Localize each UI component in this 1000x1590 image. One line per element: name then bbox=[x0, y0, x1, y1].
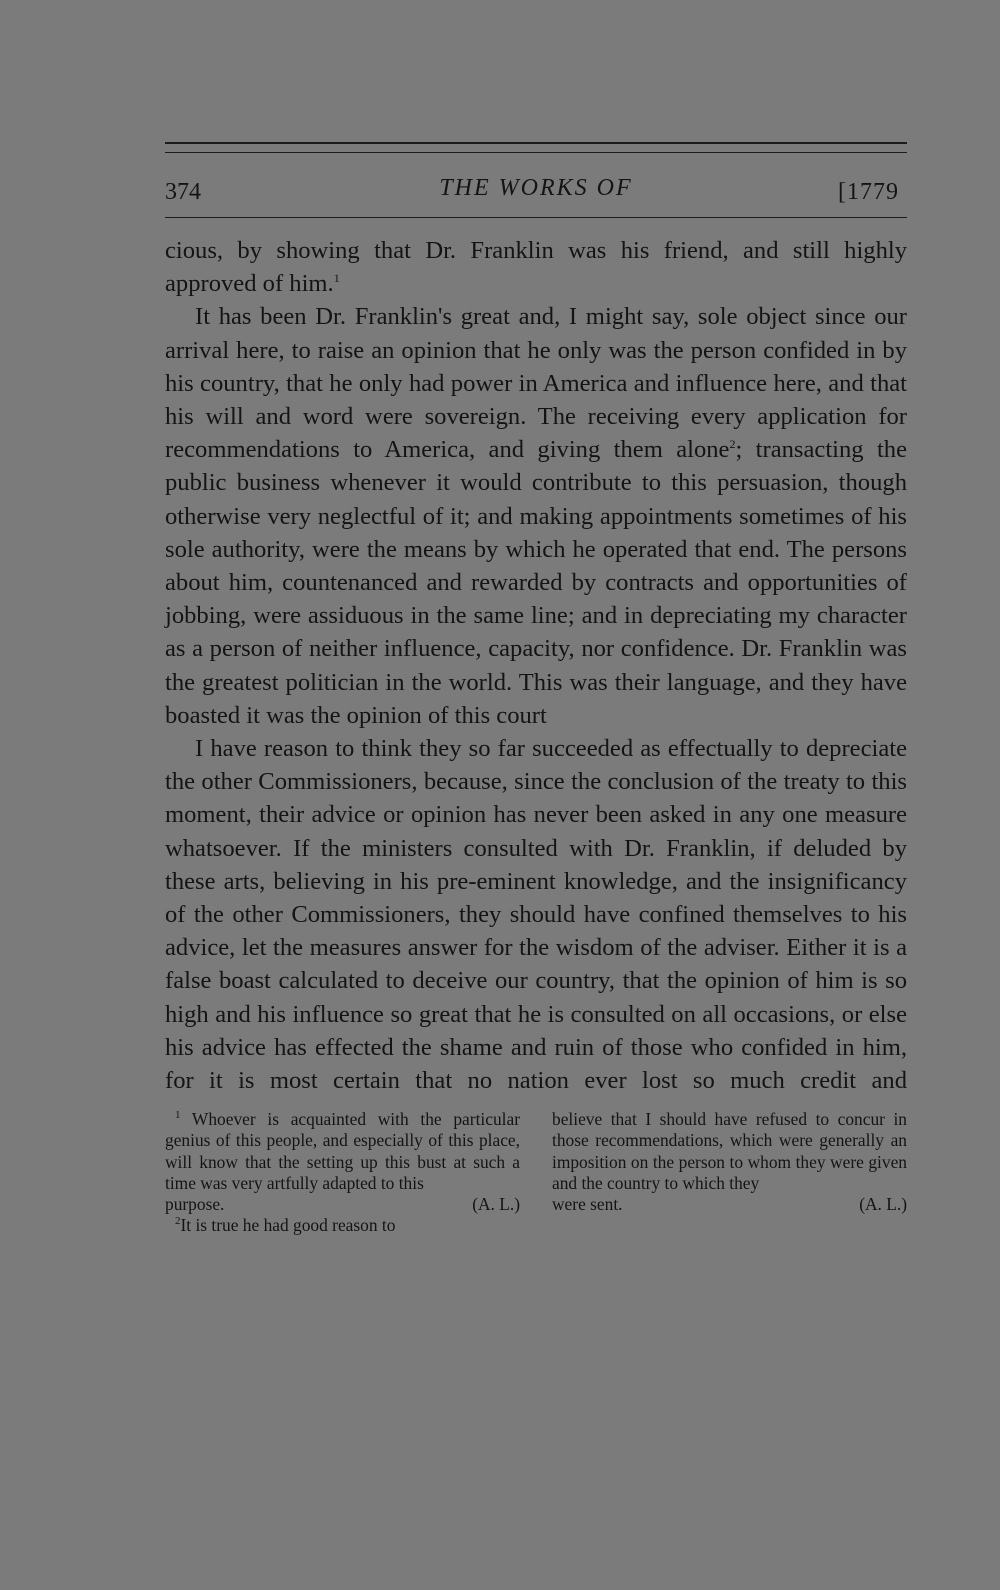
footnote-column-left: $^1$ Whoever is acquainted with the particular genius of this people, and especially of this place, will know that the setting up this bust at such a time was very artfully adapted to this purpose. (A. L.) $^2$It is true he had good reason to bbox=[165, 1109, 520, 1236]
running-header bbox=[165, 167, 907, 213]
paragraph-1: cious, by showing that Dr. Franklin was his friend, and still highly approved of him.$^1$ bbox=[165, 237, 907, 298]
footnote-1: $^1$ Whoever is acquainted with the particular genius of this people, and especially of this place, will know that the setting up this bust at such a time was very artfully adapted to this bbox=[165, 1109, 520, 1193]
footnote-2-signature: (A. L.) bbox=[859, 1194, 907, 1215]
running-title: THE WORKS OF bbox=[439, 175, 633, 201]
footnote-ref-1: 1 bbox=[333, 271, 340, 286]
footnote-1-mark: 1 bbox=[175, 1109, 181, 1122]
header-underline bbox=[165, 217, 907, 218]
footnotes bbox=[165, 1109, 907, 1236]
footnote-2-mark: 2 bbox=[175, 1215, 181, 1228]
header-double-rule-bottom bbox=[165, 152, 907, 153]
paragraph-2: It has been Dr. Franklin's great and, I might say, sole object since our arrival here, to raise an opinion that he only was the person confided in by his country, that he only had power in America and influence here, and that his will and word were sovereign. The receiving every application for recommendations to America, and giving them alone$^2$; transacting the public business whenever it would contribute to this persuasion, though otherwise very neglectful of it; and making appointments sometimes of his sole authority, were the means by which he operated that end. The persons about him, countenanced and rewarded by contracts and opportunities of jobbing, were assiduous in the same line; and in depreciating my character as a person of neither influence, capacity, nor confidence. Dr. Franklin was the greatest politician in the world. This was their language, and they have boasted it was the opinion of this court bbox=[165, 303, 907, 729]
paragraph-3: I have reason to think they so far succeeded as effectually to depreciate the other Commissioners, because, since the conclusion of the treaty to this moment, their advice or opinion has never been asked in any one measure whatsoever. If the ministers consulted with Dr. Franklin, if deluded by these arts, believing in his pre-eminent knowledge, and the insignificancy of the other Commissioners, they should have confined themselves to his advice, let the measures answer for the wisdom of the adviser. Either it is a false boast calculated to deceive our country, that the opinion of him is so high and his influence so great that he is consulted on all occasions, or else his advice has effected the shame and ruin of those who confided in him, for it is most certain that no nation ever lost so much credit and bbox=[165, 735, 907, 1095]
footnote-column-right: believe that I should have refused to concur in those recommendations, which were generally an imposition on the person to whom they were given and the country to which they were sent. (A. L.) bbox=[552, 1109, 907, 1215]
book-page bbox=[165, 142, 907, 1237]
header-double-rule-top bbox=[165, 142, 907, 144]
page-number: 374 bbox=[165, 179, 201, 205]
footnote-1-signature: (A. L.) bbox=[472, 1194, 520, 1215]
footnote-2-continued: believe that I should have refused to concur in those recommendations, which were generally an imposition on the person to whom they were given and the country to which they bbox=[552, 1109, 907, 1193]
footnote-2: $^2$It is true he had good reason to bbox=[175, 1215, 396, 1236]
body-text bbox=[165, 234, 907, 1097]
footnote-ref-2: 2 bbox=[729, 437, 736, 452]
header-year: [1779 bbox=[838, 179, 899, 205]
